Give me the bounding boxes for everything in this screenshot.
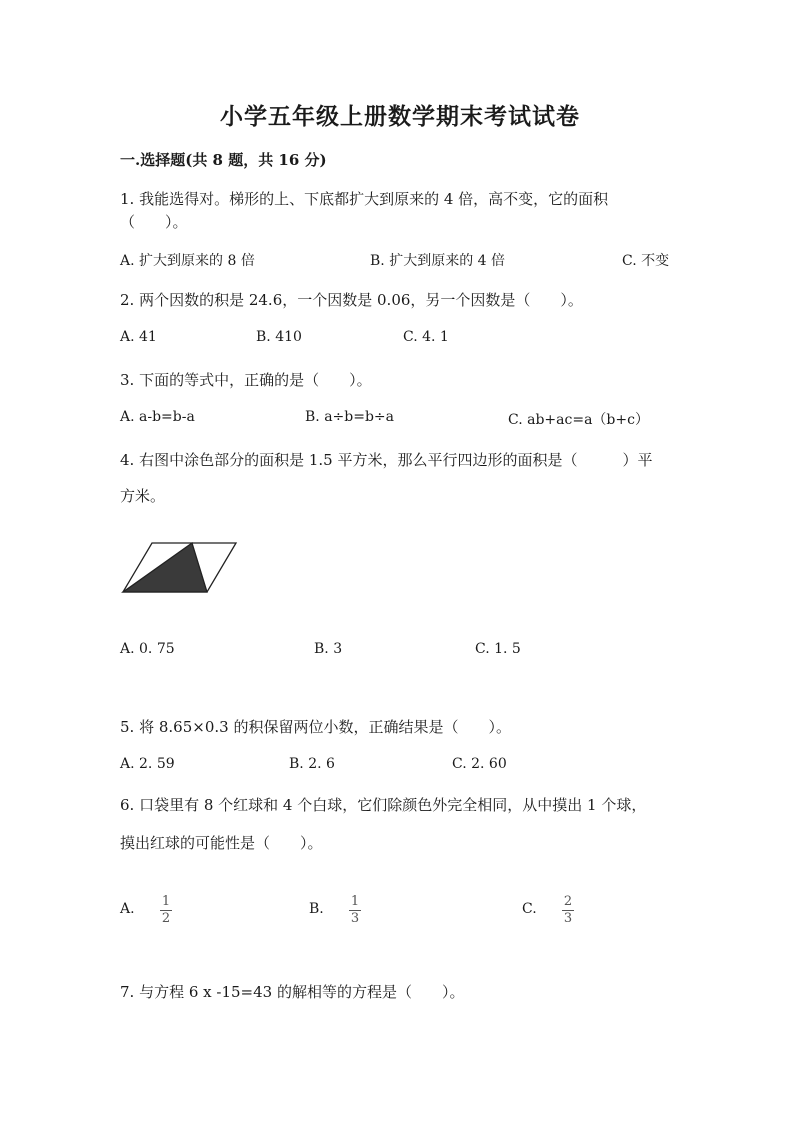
question-2-text: 2. 两个因数的积是 24.6，一个因数是 0.06，另一个因数是（ ）。 bbox=[120, 291, 583, 309]
question-6-option-b-fraction bbox=[349, 895, 361, 926]
question-5-option-b: B. 2. 6 bbox=[289, 756, 335, 772]
question-5-option-c: C. 2. 60 bbox=[452, 756, 507, 772]
question-3-option-a: A. a-b=b-a bbox=[120, 409, 195, 425]
question-4-option-c: C. 1. 5 bbox=[475, 641, 521, 657]
question-6-option-b-label: B. bbox=[309, 901, 324, 917]
page-title: 小学五年级上册数学期末考试试卷 bbox=[220, 103, 580, 130]
section-heading: 一.选择题(共 8 题，共 16 分) bbox=[120, 151, 327, 169]
question-4-line-2: 方米。 bbox=[120, 487, 166, 505]
question-3-text: 3. 下面的等式中，正确的是（ ）。 bbox=[120, 371, 372, 389]
question-4-line-1: 4. 右图中涂色部分的面积是 1.5 平方米，那么平行四边形的面积是（ ）平 bbox=[120, 451, 653, 469]
question-7-text: 7. 与方程 6 x -15=43 的解相等的方程是（ ）。 bbox=[120, 983, 465, 1001]
question-6-line-1: 6. 口袋里有 8 个红球和 4 个白球，它们除颜色外完全相同，从中摸出 1 个球， bbox=[120, 796, 647, 814]
fraction-numerator: 1 bbox=[350, 894, 360, 909]
question-3-option-c: C. ab+ac=a（b+c） bbox=[508, 412, 649, 428]
question-5-option-a: A. 2. 59 bbox=[120, 756, 175, 772]
question-2-option-b: B. 410 bbox=[256, 329, 302, 345]
question-2-option-c: C. 4. 1 bbox=[403, 329, 449, 345]
question-1-line-2: （ ）。 bbox=[120, 213, 188, 231]
question-2-option-a: A. 41 bbox=[120, 329, 157, 345]
question-1-option-a: A. 扩大到原来的 8 倍 bbox=[120, 253, 255, 269]
question-1-option-b: B. 扩大到原来的 4 倍 bbox=[370, 253, 505, 269]
question-3-option-b: B. a÷b=b÷a bbox=[305, 409, 394, 425]
question-4-option-a: A. 0. 75 bbox=[120, 641, 175, 657]
question-6-option-a-label: A. bbox=[120, 901, 135, 917]
question-6-option-c-label: C. bbox=[522, 901, 537, 917]
fraction-denominator: 3 bbox=[563, 911, 573, 926]
fraction-denominator: 3 bbox=[350, 911, 360, 926]
fraction-numerator: 1 bbox=[161, 894, 171, 909]
question-6-option-a-fraction bbox=[160, 895, 172, 926]
question-5-text: 5. 将 8.65×0.3 的积保留两位小数，正确结果是（ ）。 bbox=[120, 718, 511, 736]
question-1-option-c: C. 不变 bbox=[622, 253, 670, 269]
question-6-line-2: 摸出红球的可能性是（ ）。 bbox=[120, 834, 323, 852]
parallelogram-figure bbox=[118, 538, 242, 596]
question-6-option-c-fraction bbox=[562, 895, 574, 926]
fraction-denominator: 2 bbox=[161, 911, 171, 926]
question-1-line-1: 1. 我能选得对。梯形的上、下底都扩大到原来的 4 倍，高不变，它的面积 bbox=[120, 190, 609, 208]
fraction-numerator: 2 bbox=[563, 894, 573, 909]
question-4-option-b: B. 3 bbox=[314, 641, 343, 657]
